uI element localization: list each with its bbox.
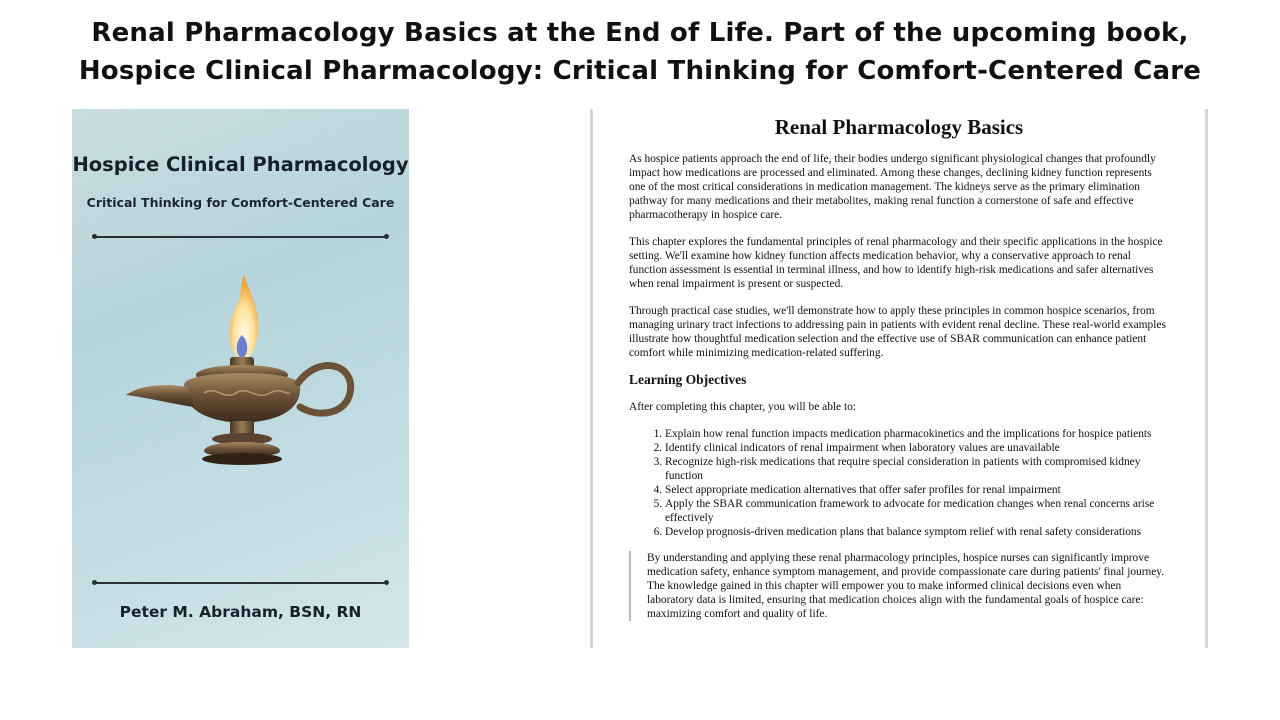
objectives-intro: After completing this chapter, you will be able to: [629, 401, 856, 413]
paragraph-3: Through practical case studies, we'll demonstrate how to apply these principles in common hospice scenarios, from managing urinary tract infections to addressing pain in patients with evident renal decline. These real-world examples illustrate how thoughtful medication selection and the effective use of SBAR communication can enhance patient comfort while minimizing medication-related suffering. [629, 305, 1166, 359]
objective-item: 2. Identify clinical indicators of renal impairment when laboratory values are unavailable [665, 441, 1169, 455]
headline-line-2: Hospice Clinical Pharmacology: Critical Thinking for Comfort-Centered Care [78, 56, 1202, 86]
document-page [590, 109, 1208, 648]
oil-lamp-icon [124, 269, 364, 489]
page-headline [0, 14, 1280, 90]
cover-author: Peter M. Abraham, BSN, RN [119, 603, 362, 621]
document-title: Renal Pharmacology Basics [774, 115, 1024, 139]
objectives-list [629, 427, 1169, 539]
document-body [629, 152, 1169, 634]
objective-item: 5. Apply the SBAR communication framework to advocate for medication changes when renal concerns arise effectively [665, 497, 1169, 525]
paragraph-1: As hospice patients approach the end of life, their bodies undergo significant physiological changes that profoundly impact how medications are processed and eliminated. Among these changes, declining kidney function represents one of the most critical considerations in medication management. The kidneys serve as the primary elimination pathway for many medications and their metabolites, making renal function a cornerstone of safe and effective pharmacotherapy in hospice care. [629, 153, 1156, 221]
objective-item: 6. Develop prognosis-driven medication plans that balance symptom relief with renal safety considerations [665, 525, 1169, 539]
objective-item: 3. Recognize high-risk medications that require special consideration in patients with compromised kidney function [665, 455, 1169, 483]
cover-divider-bottom [94, 582, 387, 584]
learning-objectives-heading: Learning Objectives [629, 372, 747, 387]
book-cover [72, 109, 409, 648]
objective-item: 1. Explain how renal function impacts medication pharmacokinetics and the implications for hospice patients [665, 427, 1169, 441]
paragraph-2: This chapter explores the fundamental principles of renal pharmacology and their specific applications in the hospice setting. We'll examine how kidney function affects medication behavior, why a conservative approach to renal function assessment is essential in terminal illness, and how to identify high-risk medications and safer alternatives when renal impairment is present or suspected. [629, 236, 1163, 290]
cover-subtitle: Critical Thinking for Comfort-Centered Care [86, 195, 395, 210]
cover-divider-top [94, 236, 387, 238]
closing-paragraph: By understanding and applying these renal pharmacology principles, hospice nurses can significantly improve medication safety, enhance symptom management, and provide compassionate care during patients' final journey. The knowledge gained in this chapter will empower you to make informed clinical decisions even when laboratory data is limited, ensuring that medication choices align with the fundamental goals of hospice care: maximizing comfort and quality of life. [629, 551, 1169, 621]
cover-title: Hospice Clinical Pharmacology [72, 153, 409, 176]
headline-line-1: Renal Pharmacology Basics at the End of Life. Part of the upcoming book, [91, 18, 1189, 48]
objective-item: 4. Select appropriate medication alternatives that offer safer profiles for renal impairment [665, 483, 1169, 497]
